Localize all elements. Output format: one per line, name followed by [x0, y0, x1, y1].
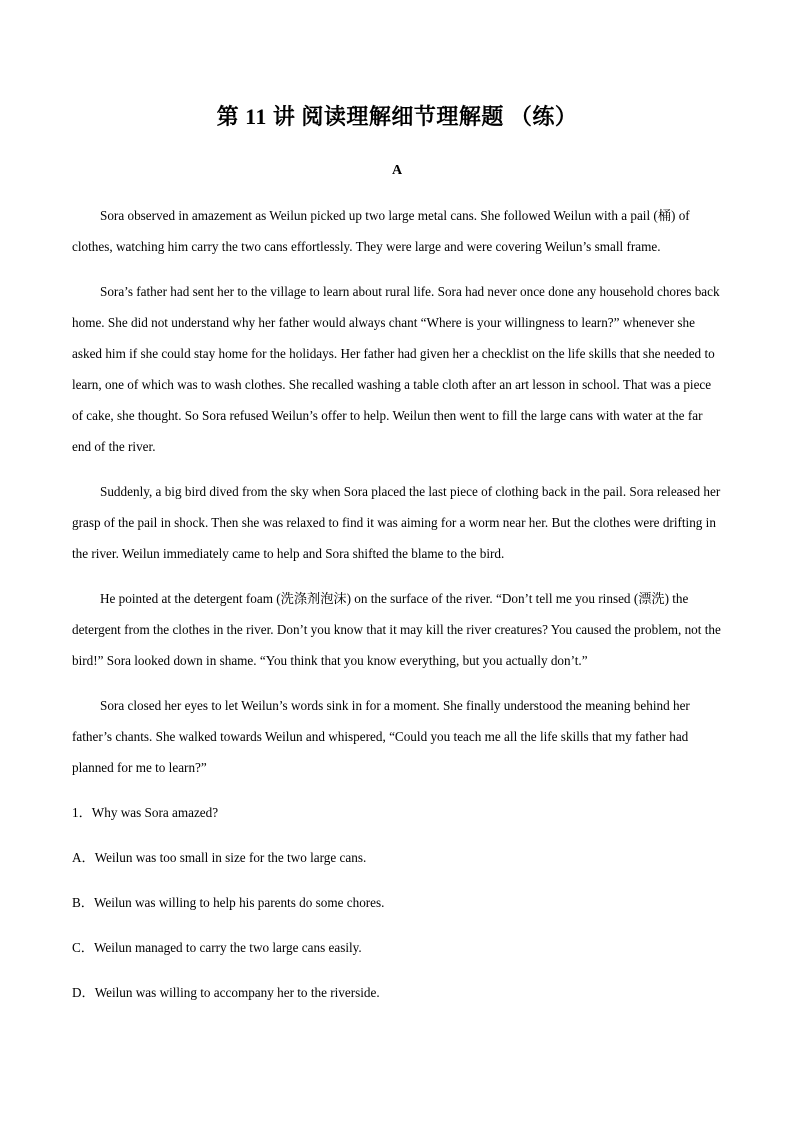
question-stem — [72, 803, 722, 823]
passage-paragraph: He pointed at the detergent foam (洗涤剂泡沫) on the surface of the river. “Don’t tell me you rinsed (漂洗) the detergent from the clothes in the river. Don’t you know that it may kill the river creatures? You caused the problem, not the bird!” Sora looked down in shame. “You think that you know everything, but you actually don’t.” — [72, 591, 721, 668]
option-b: B．Weilun was willing to help his parents do some chores. — [72, 895, 385, 910]
passage-paragraph: Sora observed in amazement as Weilun picked up two large metal cans. She followed Weilun with a pail (桶) of clothes, watching him carry the two cans effortlessly. They were large and were covering Weilun’s small frame. — [72, 208, 690, 254]
page-title: 第 11 讲 阅读理解细节理解题 （练） — [216, 104, 578, 129]
passage-paragraph: Sora’s father had sent her to the village to learn about rural life. Sora had never once done any household chores back home. She did not understand why her father would always chant “Where is your willingness to learn?” whenever she asked him if she could stay home for the holidays. Her father had given her a checklist on the life skills that she needed to learn, one of which was to wash clothes. She recalled washing a table cloth after an art lesson in school. That was a piece of cake, she thought. So Sora refused Weilun’s offer to help. Weilun then went to fill the large cans with water at the far end of the river. — [72, 284, 720, 454]
option-a: A．Weilun was too small in size for the two large cans. — [72, 850, 367, 865]
question-number: 1． — [72, 805, 92, 820]
option-d: D．Weilun was willing to accompany her to the riverside. — [72, 985, 380, 1000]
section-label: A — [391, 163, 403, 178]
passage-paragraph: Suddenly, a big bird dived from the sky when Sora placed the last piece of clothing back in the pail. Sora released her grasp of the pail in shock. Then she was relaxed to find it was aiming for a worm near her. But the clothes were drifting in the river. Weilun immediately came to help and Sora shifted the blame to the bird. — [72, 484, 721, 561]
option-c: C．Weilun managed to carry the two large cans easily. — [72, 940, 362, 955]
passage-paragraph: Sora closed her eyes to let Weilun’s words sink in for a moment. She finally understood the meaning behind her father’s chants. She walked towards Weilun and whispered, “Could you teach me all the life skills that my father had planned for me to learn?” — [72, 698, 690, 775]
question-text: Why was Sora amazed? — [91, 805, 219, 820]
